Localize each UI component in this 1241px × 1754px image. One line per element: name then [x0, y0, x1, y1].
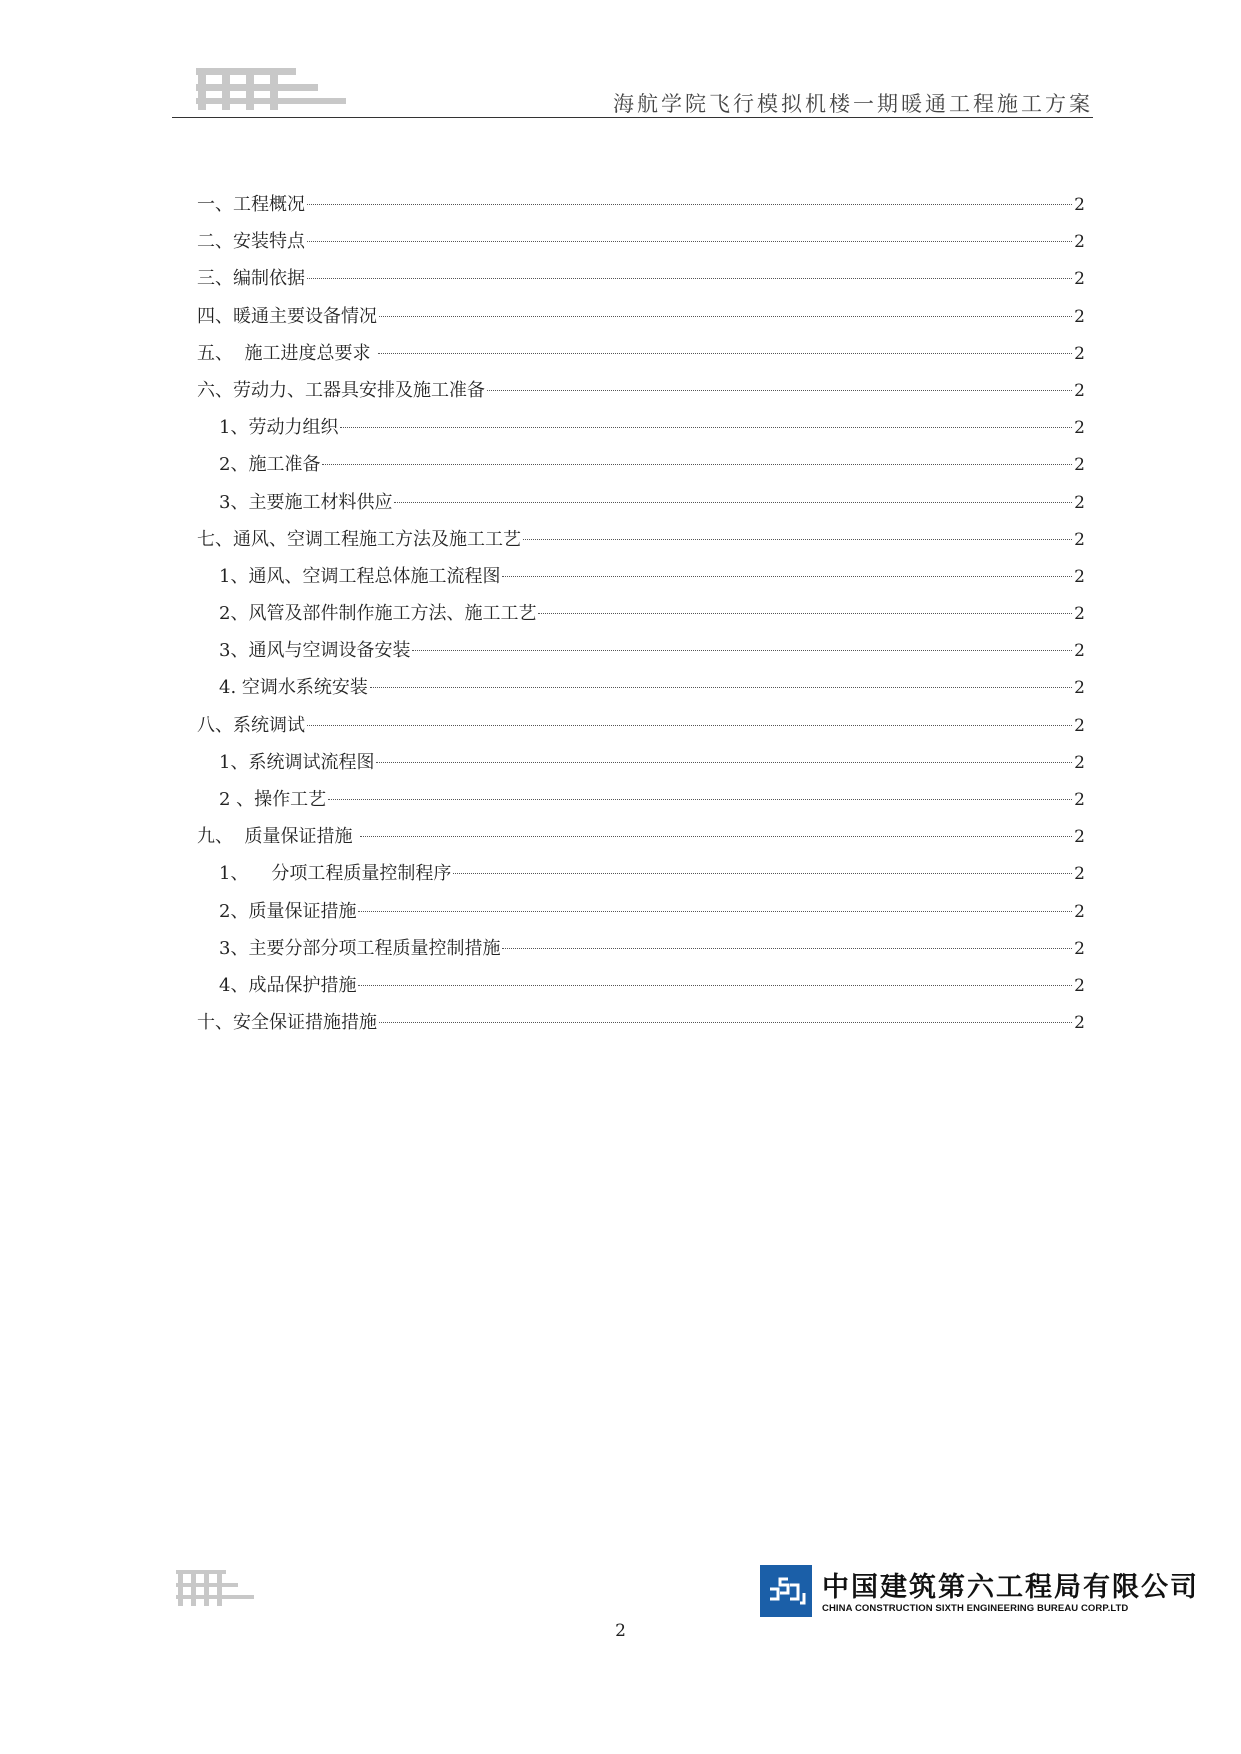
toc-entry-label: 1、 分项工程质量控制程序: [219, 863, 452, 885]
toc-entry-page: 2: [1074, 566, 1085, 587]
toc-entry-label: 4. 空调水系统安装: [219, 677, 368, 699]
toc-entry-page: 2: [1074, 306, 1085, 327]
page-number: 2: [615, 1621, 626, 1641]
toc-entry-label: 七、通风、空调工程施工方法及施工工艺: [197, 528, 521, 550]
toc-entry[interactable]: [197, 528, 1085, 565]
toc-entry[interactable]: [197, 305, 1085, 342]
toc-entry[interactable]: [197, 230, 1085, 267]
building-grid-logo-icon: [196, 62, 356, 116]
toc-entry-label: 3、主要施工材料供应: [219, 491, 393, 513]
toc-entry[interactable]: [197, 379, 1085, 416]
toc-entry-label: 2 、操作工艺: [219, 789, 327, 810]
toc-entry-page: 2: [1074, 195, 1085, 215]
toc-leader-dots: [307, 725, 1072, 726]
toc-entry-page: 2: [1074, 418, 1085, 439]
toc-entry-page: 2: [1074, 343, 1085, 364]
toc-entry[interactable]: [197, 602, 1085, 639]
company-name-chinese: 中国建筑第六工程局有限公司: [822, 1572, 1199, 1603]
toc-entry-page: 2: [1074, 678, 1085, 699]
toc-entry-page: 2: [1074, 752, 1085, 773]
toc-entry-label: 2、风管及部件制作施工方法、施工工艺: [219, 603, 537, 625]
toc-entry-label: 2、质量保证措施: [219, 900, 357, 922]
toc-entry[interactable]: [197, 267, 1085, 304]
toc-leader-dots: [412, 650, 1072, 651]
toc-leader-dots: [340, 427, 1072, 428]
toc-entry-label: 十、安全保证措施措施: [197, 1012, 377, 1034]
company-name-english: CHINA CONSTRUCTION SIXTH ENGINEERING BUREAU CORP.LTD: [822, 1603, 1129, 1614]
toc-leader-dots: [379, 1022, 1072, 1023]
toc-entry-label: 1、系统调试流程图: [219, 751, 375, 773]
toc-leader-dots: [523, 539, 1072, 540]
toc-leader-dots: [358, 911, 1072, 912]
toc-entry-page: 2: [1074, 492, 1085, 513]
toc-entry-label: 2、施工准备: [219, 454, 321, 476]
toc-entry[interactable]: [197, 565, 1085, 602]
building-grid-logo-icon: [176, 1566, 256, 1610]
toc-entry-page: 2: [1074, 790, 1085, 810]
toc-leader-dots: [358, 985, 1072, 986]
company-branding: [760, 1565, 1199, 1625]
toc-entry-page: 2: [1074, 975, 1085, 996]
toc-entry[interactable]: [197, 825, 1085, 862]
toc-entry-label: 1、通风、空调工程总体施工流程图: [219, 565, 501, 587]
toc-leader-dots: [502, 948, 1072, 949]
toc-entry-label: 九、 质量保证措施: [197, 826, 359, 848]
toc-entry-page: 2: [1074, 641, 1085, 662]
header-divider: [172, 117, 1093, 118]
toc-entry[interactable]: [197, 900, 1085, 937]
toc-leader-dots: [376, 762, 1072, 763]
toc-leader-dots: [370, 687, 1072, 688]
toc-entry[interactable]: [197, 193, 1085, 230]
toc-leader-dots: [538, 613, 1072, 614]
toc-entry[interactable]: [197, 453, 1085, 490]
toc-entry[interactable]: [197, 788, 1085, 825]
cscec-logo-icon: [760, 1565, 812, 1617]
toc-entry[interactable]: [197, 974, 1085, 1011]
toc-leader-dots: [307, 204, 1072, 205]
toc-entry-page: 2: [1074, 269, 1085, 290]
toc-entry[interactable]: [197, 491, 1085, 528]
toc-leader-dots: [322, 464, 1072, 465]
toc-entry-label: 一、工程概况: [197, 194, 305, 215]
toc-entry-label: 八、系统调试: [197, 714, 305, 736]
toc-entry[interactable]: [197, 937, 1085, 974]
toc-leader-dots: [307, 278, 1072, 279]
toc-entry-page: 2: [1074, 715, 1085, 736]
toc-leader-dots: [502, 576, 1072, 577]
toc-entry[interactable]: [197, 714, 1085, 751]
toc-entry-label: 五、 施工进度总要求: [197, 342, 377, 364]
toc-leader-dots: [360, 836, 1072, 837]
toc-entry-page: 2: [1074, 380, 1085, 401]
document-title: 海航学院飞行模拟机楼一期暖通工程施工方案: [613, 92, 1093, 116]
toc-entry-page: 2: [1074, 1013, 1085, 1034]
toc-entry-label: 三、编制依据: [197, 268, 305, 290]
toc-entry[interactable]: [197, 676, 1085, 713]
toc-leader-dots: [487, 390, 1072, 391]
toc-leader-dots: [394, 502, 1072, 503]
toc-entry-page: 2: [1074, 455, 1085, 476]
toc-leader-dots: [453, 873, 1072, 874]
toc-entry-label: 六、劳动力、工器具安排及施工准备: [197, 379, 485, 401]
toc-leader-dots: [378, 353, 1072, 354]
toc-entry-label: 4、成品保护措施: [219, 974, 357, 996]
toc-leader-dots: [328, 799, 1072, 800]
toc-entry[interactable]: [197, 639, 1085, 676]
toc-entry[interactable]: [197, 416, 1085, 453]
toc-entry-page: 2: [1074, 864, 1085, 885]
toc-entry[interactable]: [197, 342, 1085, 379]
toc-entry-page: 2: [1074, 938, 1085, 959]
toc-entry-label: 四、暖通主要设备情况: [197, 305, 377, 327]
toc-entry-page: 2: [1074, 232, 1085, 253]
toc-leader-dots: [379, 316, 1072, 317]
toc-entry[interactable]: [197, 751, 1085, 788]
toc-entry-page: 2: [1074, 827, 1085, 848]
toc-entry-label: 3、通风与空调设备安装: [219, 640, 411, 662]
toc-entry[interactable]: [197, 1011, 1085, 1048]
toc-entry-page: 2: [1074, 529, 1085, 550]
toc-entry-label: 1、劳动力组织: [219, 417, 339, 439]
toc-entry[interactable]: [197, 862, 1085, 899]
toc-leader-dots: [307, 241, 1072, 242]
toc-entry-label: 二、安装特点: [197, 231, 305, 253]
toc-entry-label: 3、主要分部分项工程质量控制措施: [219, 937, 501, 959]
toc-entry-page: 2: [1074, 604, 1085, 625]
table-of-contents: [197, 193, 1085, 1048]
toc-entry-page: 2: [1074, 901, 1085, 922]
